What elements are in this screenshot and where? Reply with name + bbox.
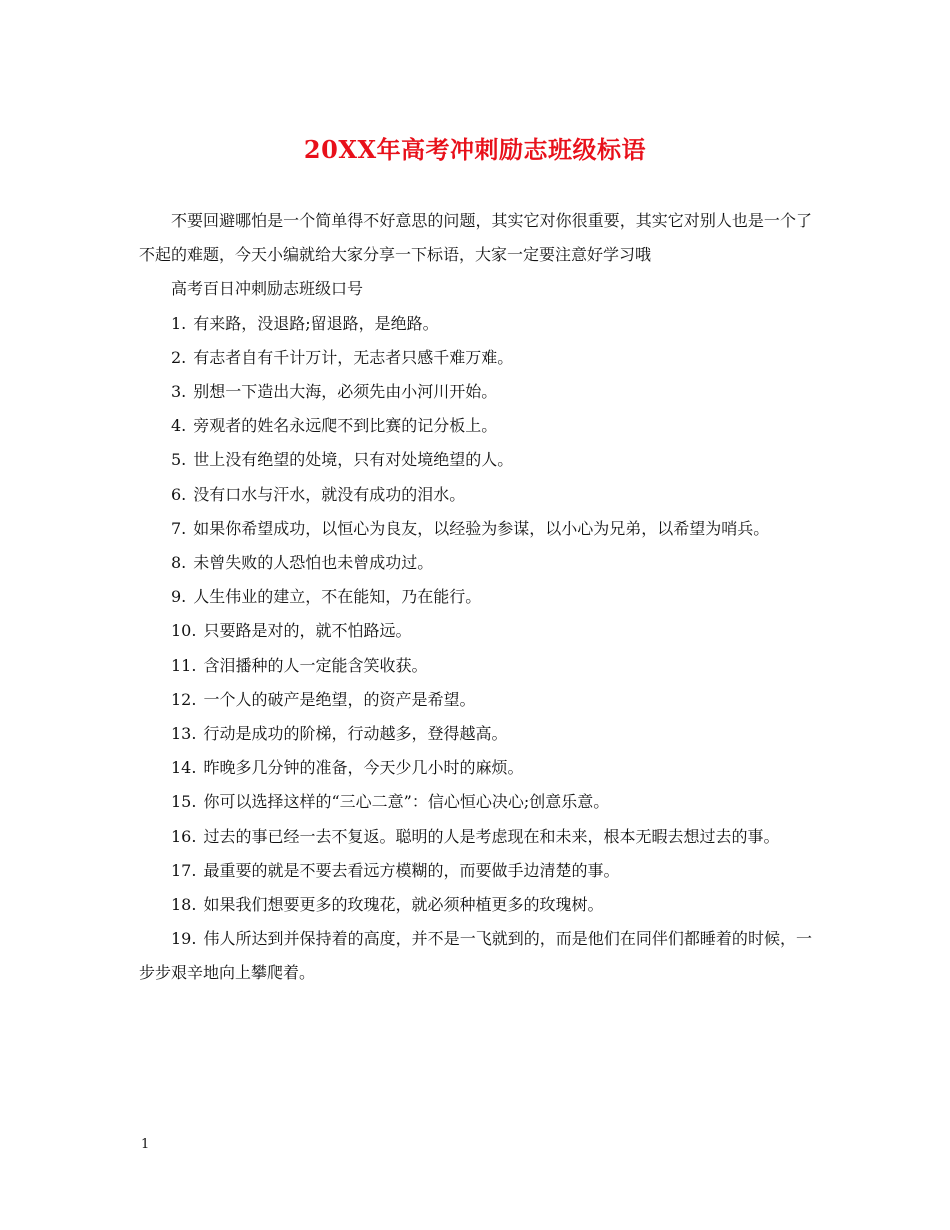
list-item-text: 旁观者的姓名永远爬不到比赛的记分板上。 [193,416,498,436]
list-item-number: 12. [171,689,197,709]
list-item [139,717,812,751]
list-item-text: 昨晚多几分钟的准备，今天少几小时的麻烦。 [203,758,524,778]
list-item [139,341,812,375]
list-item-number: 3. [171,382,187,402]
list-item [139,683,812,717]
list-item-text: 含泪播种的人一定能含笑收获。 [203,655,428,675]
list-item [139,443,812,477]
list-item-number: 4. [171,416,187,436]
list-item-number: 5. [171,450,187,470]
list-item-number: 18. [171,895,197,915]
list-item-number: 2. [171,347,187,367]
list-item [139,785,812,819]
list-item-number: 8. [171,553,187,573]
list-item-number: 1. [171,313,187,333]
list-item [139,512,812,546]
list-item [139,751,812,785]
list-item-text: 最重要的就是不要去看远方模糊的，而要做手边清楚的事。 [203,860,620,880]
list-item-text: 行动是成功的阶梯，行动越多，登得越高。 [203,724,508,744]
list-item-number: 17. [171,860,197,880]
list-item-text: 一个人的破产是绝望，的资产是希望。 [203,689,476,709]
list-item-number: 10. [171,621,197,641]
list-item-text: 只要路是对的，就不怕路远。 [203,621,412,641]
list-item-text: 如果我们想要更多的玫瑰花，就必须种植更多的玫瑰树。 [203,895,604,915]
list-item-text: 你可以选择这样的“三心二意”：信心恒心决心;创意乐意。 [203,792,610,812]
list-item-text: 如果你希望成功，以恒心为良友，以经验为参谋，以小心为兄弟，以希望为哨兵。 [193,518,770,538]
document-title: 20XX年高考冲刺励志班级标语 [303,135,647,164]
list-item-text: 未曾失败的人恐怕也未曾成功过。 [193,553,434,573]
list-item-number: 6. [171,484,187,504]
list-item-number: 13. [171,724,197,744]
list-item-number: 19. [171,929,197,949]
list-item-number: 7. [171,518,187,538]
list-item-text: 别想一下造出大海，必须先由小河川开始。 [193,382,498,402]
section-heading: 高考百日冲刺励志班级口号 [171,279,364,299]
intro-paragraph: 不要回避哪怕是一个简单得不好意思的问题，其实它对你很重要，其实它对别人也是一个了不起的难题，今天小编就给大家分享一下标语，大家一定要注意好学习哦 [139,211,812,265]
list-item-number: 14. [171,758,197,778]
list-item-number: 11. [171,655,197,675]
list-item [139,409,812,443]
list-item-number: 16. [171,826,197,846]
page-number: 1 [141,1137,150,1152]
list-item [139,649,812,683]
list-item-text: 世上没有绝望的处境，只有对处境绝望的人。 [193,450,514,470]
list-item-number: 9. [171,587,187,607]
list-item-text: 过去的事已经一去不复返。聪明的人是考虑现在和未来，根本无暇去想过去的事。 [203,826,780,846]
list-item [139,307,812,341]
list-item [139,375,812,409]
list-item-text: 有来路，没退路;留退路，是绝路。 [193,313,439,333]
list-item [139,478,812,512]
list-item [139,614,812,648]
list-item [139,546,812,580]
slogan-list [139,307,812,991]
list-item [139,820,812,854]
list-item-text: 没有口水与汗水，就没有成功的泪水。 [193,484,466,504]
list-item-text: 有志者自有千计万计，无志者只感千难万难。 [193,347,514,367]
list-item [139,580,812,614]
list-item-text: 伟人所达到并保持着的高度，并不是一飞就到的，而是他们在同伴们都睡着的时候，一步步艰辛地向上攀爬着。 [139,929,812,983]
list-item [139,854,812,888]
document-body [139,204,812,991]
list-item [139,922,812,990]
list-item [139,888,812,922]
list-item-number: 15. [171,792,197,812]
list-item-text: 人生伟业的建立，不在能知，乃在能行。 [193,587,482,607]
